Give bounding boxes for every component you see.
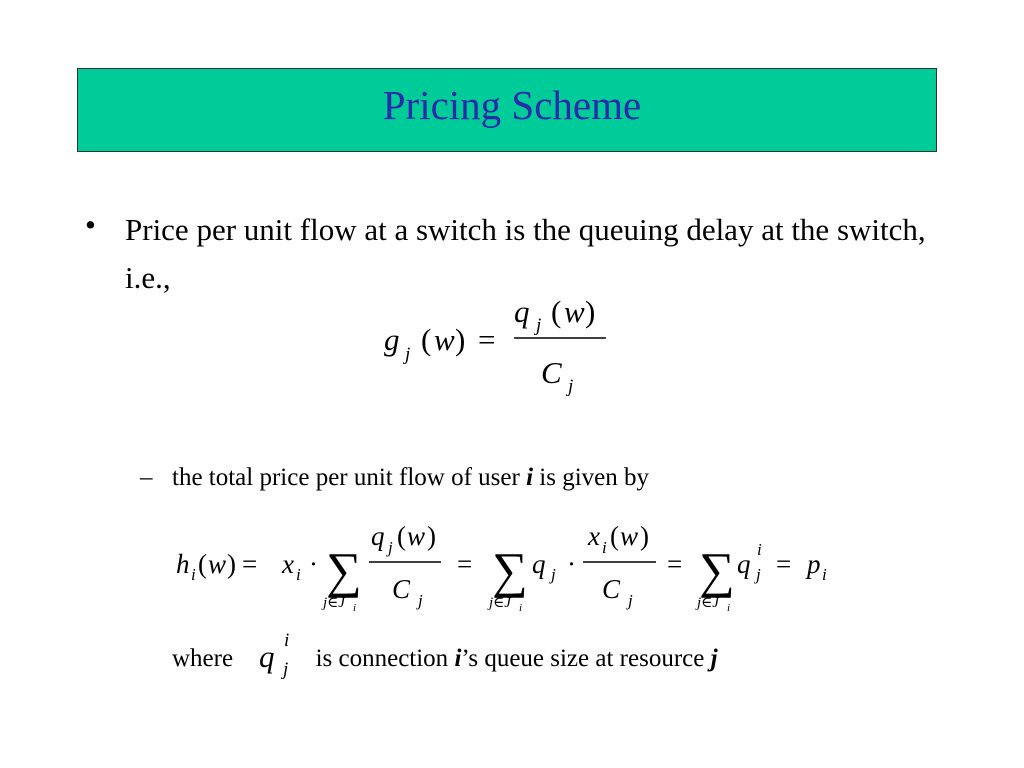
svg-text:(: ( (397, 521, 406, 551)
svg-text:w: w (620, 521, 639, 551)
resource-variable: j (710, 645, 718, 672)
svg-text:=: = (776, 549, 792, 579)
svg-text:i: i (284, 630, 290, 651)
svg-text:(: ( (421, 322, 432, 357)
sub-bullet-marker: – (140, 464, 153, 491)
user-variable: i (526, 464, 534, 491)
where-word: where (172, 645, 234, 672)
svg-text:): ) (585, 294, 596, 329)
svg-text:p: p (807, 549, 821, 579)
bullet-text: Price per unit flow at a switch is the queuing delay at the switch, i.e., (125, 212, 926, 295)
svg-text:): ) (227, 549, 236, 579)
svg-text:j∈J: j∈J (697, 595, 719, 611)
svg-text:j∈J: j∈J (489, 595, 511, 611)
svg-text:j: j (388, 538, 393, 557)
svg-text:i: i (757, 540, 762, 559)
svg-text:w: w (208, 549, 227, 579)
svg-text:·: · (567, 549, 576, 579)
where-text-1: is connection (315, 645, 449, 672)
svg-text:C: C (392, 574, 411, 604)
svg-text:j: j (536, 315, 542, 336)
svg-text:j: j (628, 591, 633, 610)
where-text-2: ’s queue size at resource (461, 645, 705, 672)
svg-text:i: i (727, 602, 731, 614)
svg-text:i: i (191, 565, 196, 584)
svg-text:·: · (309, 549, 318, 579)
svg-text:=: = (242, 549, 258, 579)
bullet-marker: • (85, 207, 96, 242)
svg-text:i: i (822, 565, 827, 584)
svg-text:=: = (478, 322, 496, 357)
svg-text:): ) (640, 521, 649, 551)
svg-text:j: j (418, 591, 423, 610)
svg-text:q: q (532, 549, 546, 579)
svg-text:(: ( (551, 294, 562, 329)
connection-variable: i (454, 645, 462, 672)
svg-text:∑: ∑ (699, 542, 735, 598)
svg-text:w: w (564, 294, 585, 329)
slide-title: Pricing Scheme (382, 82, 642, 128)
svg-text:w: w (407, 521, 426, 551)
svg-text:j∈J: j∈J (323, 595, 345, 611)
svg-text:∑: ∑ (492, 542, 528, 598)
svg-text:j: j (568, 376, 574, 397)
svg-text:i: i (602, 538, 607, 557)
svg-text:j: j (756, 565, 761, 584)
sub-text-before: the total price per unit flow of user (172, 464, 520, 491)
svg-text:(: ( (610, 521, 619, 551)
svg-text:j: j (283, 659, 289, 680)
svg-text:q: q (371, 521, 385, 551)
svg-text:): ) (427, 521, 436, 551)
svg-text:q: q (737, 549, 751, 579)
svg-text:w: w (434, 322, 455, 357)
svg-text:=: = (667, 549, 683, 579)
svg-text:g: g (384, 322, 400, 357)
svg-text:): ) (455, 322, 466, 357)
svg-text:C: C (541, 355, 562, 390)
svg-text:i: i (519, 602, 523, 614)
svg-text:∑: ∑ (326, 542, 362, 598)
svg-text:x: x (282, 549, 294, 579)
svg-text:x: x (588, 521, 600, 551)
svg-text:h: h (176, 549, 190, 579)
svg-text:=: = (457, 549, 473, 579)
svg-text:(: ( (198, 549, 207, 579)
svg-text:j: j (405, 344, 411, 365)
svg-text:q: q (514, 294, 530, 329)
svg-text:i: i (296, 565, 301, 584)
svg-text:q: q (259, 639, 275, 674)
sub-text-after: is given by (539, 464, 649, 491)
svg-text:i: i (353, 602, 357, 614)
svg-text:C: C (602, 574, 621, 604)
svg-text:j: j (551, 565, 556, 584)
